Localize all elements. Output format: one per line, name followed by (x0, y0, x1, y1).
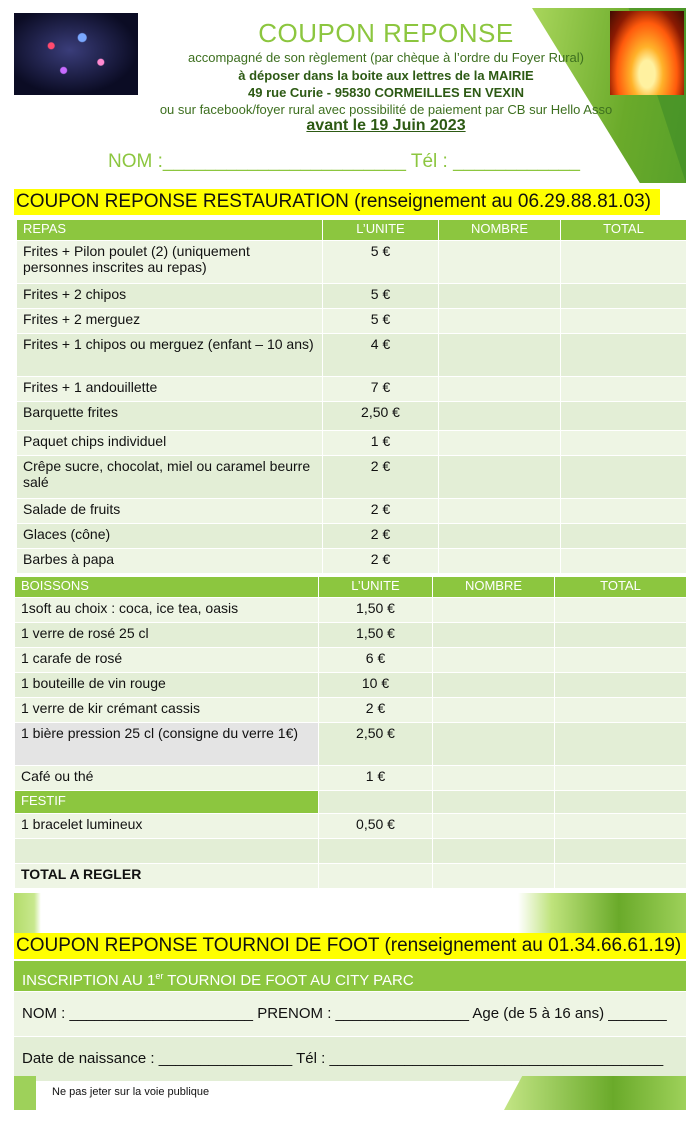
total-cell[interactable] (555, 766, 687, 791)
table-row (15, 864, 687, 889)
subtitle-line-4: ou sur facebook/foyer rural avec possibilité de paiement par CB sur Hello Asso (159, 102, 613, 117)
item-label (15, 839, 319, 864)
total-cell[interactable] (555, 698, 687, 723)
unit-price: 5 € (323, 309, 439, 334)
deadline: avant le 19 Juin 2023 (306, 117, 466, 134)
item-label: 1soft au choix : coca, ice tea, oasis (15, 598, 319, 623)
table-row (17, 549, 687, 574)
col-header-total: TOTAL (561, 220, 687, 241)
table-row (17, 309, 687, 334)
quantity-cell[interactable] (439, 402, 561, 431)
quantity-cell[interactable] (433, 723, 555, 766)
subtitle-line-2: à déposer dans la boite aux lettres de la MAIRIE (238, 68, 534, 83)
item-label: 1 verre de kir crémant cassis (15, 698, 319, 723)
table-row (17, 431, 687, 456)
unit-price: 2 € (323, 549, 439, 574)
item-label: Paquet chips individuel (17, 431, 323, 456)
foot-form-header (14, 961, 686, 991)
quantity-cell[interactable] (433, 648, 555, 673)
col-header-boissons: BOISSONS (15, 577, 319, 598)
table-row (15, 723, 687, 766)
festif-label: FESTIF (15, 791, 319, 814)
item-label: Barquette frites (17, 402, 323, 431)
table-row (15, 673, 687, 698)
table-row (15, 839, 687, 864)
total-cell[interactable] (561, 241, 687, 284)
col-header-total: TOTAL (555, 577, 687, 598)
quantity-cell[interactable] (433, 766, 555, 791)
table-row (15, 814, 687, 839)
total-cell[interactable] (555, 648, 687, 673)
table-row (17, 524, 687, 549)
quantity-cell[interactable] (439, 499, 561, 524)
item-label: 1 bracelet lumineux (15, 814, 319, 839)
total-cell[interactable] (555, 598, 687, 623)
unit-price: 1,50 € (319, 623, 433, 648)
col-header-unite: L’UNITE (319, 577, 433, 598)
unit-price: 10 € (319, 673, 433, 698)
footer-note: Ne pas jeter sur la voie publique (52, 1086, 210, 1098)
unit-price: 1,50 € (319, 598, 433, 623)
table-row (15, 766, 687, 791)
quantity-cell[interactable] (433, 623, 555, 648)
unit-price: 2 € (323, 499, 439, 524)
coupon-page (14, 8, 686, 1110)
unit-price: 7 € (323, 377, 439, 402)
nom-tel-field[interactable]: NOM :_______________________ Tél : ____________ (108, 151, 580, 172)
total-cell[interactable] (561, 431, 687, 456)
empty-cell (433, 791, 555, 814)
total-cell[interactable] (561, 456, 687, 499)
foot-birth-row[interactable]: Date de naissance : ________________ Tél : ________________________________________ (14, 1036, 686, 1081)
item-label: Frites + 2 chipos (17, 284, 323, 309)
unit-price: 0,50 € (319, 814, 433, 839)
unit-price: 2 € (319, 698, 433, 723)
decorative-corner (14, 1076, 36, 1110)
item-label: Crêpe sucre, chocolat, miel ou caramel beurre salé (17, 456, 323, 499)
table-row (15, 698, 687, 723)
table-row (15, 648, 687, 673)
item-label: Frites + 1 andouillette (17, 377, 323, 402)
quantity-cell[interactable] (439, 456, 561, 499)
quantity-cell[interactable] (433, 839, 555, 864)
col-header-nombre: NOMBRE (439, 220, 561, 241)
item-label: Glaces (cône) (17, 524, 323, 549)
col-header-unite: L’UNITE (323, 220, 439, 241)
address-line: 49 rue Curie - 95830 CORMEILLES EN VEXIN (248, 85, 524, 100)
quantity-cell[interactable] (433, 814, 555, 839)
item-label: 1 verre de rosé 25 cl (15, 623, 319, 648)
unit-price: 5 € (323, 284, 439, 309)
item-label: Frites + Pilon poulet (2) (uniquement personnes inscrites au repas) (17, 241, 323, 284)
quantity-cell[interactable] (439, 524, 561, 549)
table-row (17, 284, 687, 309)
subtitle-line-1: accompagné de son règlement (par chèque à l’ordre du Foyer Rural) (188, 50, 584, 65)
total-cell[interactable] (561, 377, 687, 402)
table-header (17, 220, 687, 241)
item-label: Café ou thé (15, 766, 319, 791)
table-row (17, 334, 687, 377)
quantity-cell[interactable] (433, 698, 555, 723)
total-cell[interactable] (555, 839, 687, 864)
empty-cell (319, 864, 433, 889)
quantity-cell[interactable] (439, 431, 561, 456)
unit-price: 2 € (323, 524, 439, 549)
col-header-nombre: NOMBRE (433, 577, 555, 598)
total-cell[interactable] (561, 499, 687, 524)
table-header (15, 577, 687, 598)
total-cell[interactable] (555, 864, 687, 889)
unit-price: 1 € (323, 431, 439, 456)
table-row (15, 598, 687, 623)
table-row (17, 456, 687, 499)
table-row (15, 623, 687, 648)
unit-price: 6 € (319, 648, 433, 673)
quantity-cell[interactable] (439, 334, 561, 377)
page-title: COUPON REPONSE (258, 18, 514, 48)
quantity-cell[interactable] (439, 309, 561, 334)
total-cell[interactable] (561, 309, 687, 334)
unit-price: 2,50 € (319, 723, 433, 766)
quantity-cell[interactable] (439, 377, 561, 402)
quantity-cell[interactable] (433, 673, 555, 698)
total-cell[interactable] (561, 284, 687, 309)
total-cell[interactable] (555, 623, 687, 648)
table-row (17, 241, 687, 284)
empty-cell (555, 791, 687, 814)
total-cell[interactable] (561, 549, 687, 574)
unit-price: 4 € (323, 334, 439, 377)
item-label: Barbes à papa (17, 549, 323, 574)
quantity-cell[interactable] (439, 241, 561, 284)
total-cell[interactable] (561, 334, 687, 377)
unit-price: 1 € (319, 766, 433, 791)
total-cell[interactable] (555, 814, 687, 839)
item-label: 1 bouteille de vin rouge (15, 673, 319, 698)
unit-price: 2,50 € (323, 402, 439, 431)
item-label: Frites + 2 merguez (17, 309, 323, 334)
item-label: Salade de fruits (17, 499, 323, 524)
total-cell[interactable] (555, 673, 687, 698)
table-row (17, 402, 687, 431)
foot-hdr-sup: er (155, 971, 164, 981)
foot-form (14, 961, 686, 1081)
table-row (17, 377, 687, 402)
total-cell[interactable] (561, 524, 687, 549)
foot-band: COUPON REPONSE TOURNOI DE FOOT (renseignement au 01.34.66.61.19) (14, 933, 686, 959)
quantity-cell[interactable] (433, 598, 555, 623)
quantity-cell[interactable] (433, 864, 555, 889)
item-label: Frites + 1 chipos ou merguez (enfant – 10 ans) (17, 334, 323, 377)
col-header-repas: REPAS (17, 220, 323, 241)
unit-price (319, 839, 433, 864)
boissons-table (14, 576, 686, 889)
table-row (17, 499, 687, 524)
item-label: 1 carafe de rosé (15, 648, 319, 673)
total-cell[interactable] (555, 723, 687, 766)
foot-hdr-text: INSCRIPTION AU 1 (22, 972, 156, 989)
empty-cell (319, 791, 433, 814)
total-label: TOTAL A REGLER (15, 864, 319, 889)
quantity-cell[interactable] (439, 549, 561, 574)
restauration-band: COUPON REPONSE RESTAURATION (renseignement au 06.29.88.81.03) (14, 189, 660, 215)
total-cell[interactable] (561, 402, 687, 431)
restauration-table (16, 219, 686, 574)
foot-name-row[interactable]: NOM : ______________________ PRENOM : ________________ Age (de 5 à 16 ans) _______ (14, 991, 686, 1036)
item-label: 1 bière pression 25 cl (consigne du verre 1€) (15, 723, 319, 766)
foot-hdr-text-b: TOURNOI DE FOOT AU CITY PARC (163, 972, 414, 989)
festif-row (15, 791, 687, 814)
quantity-cell[interactable] (439, 284, 561, 309)
unit-price: 2 € (323, 456, 439, 499)
decorative-bottom-shape (504, 1076, 686, 1110)
unit-price: 5 € (323, 241, 439, 284)
